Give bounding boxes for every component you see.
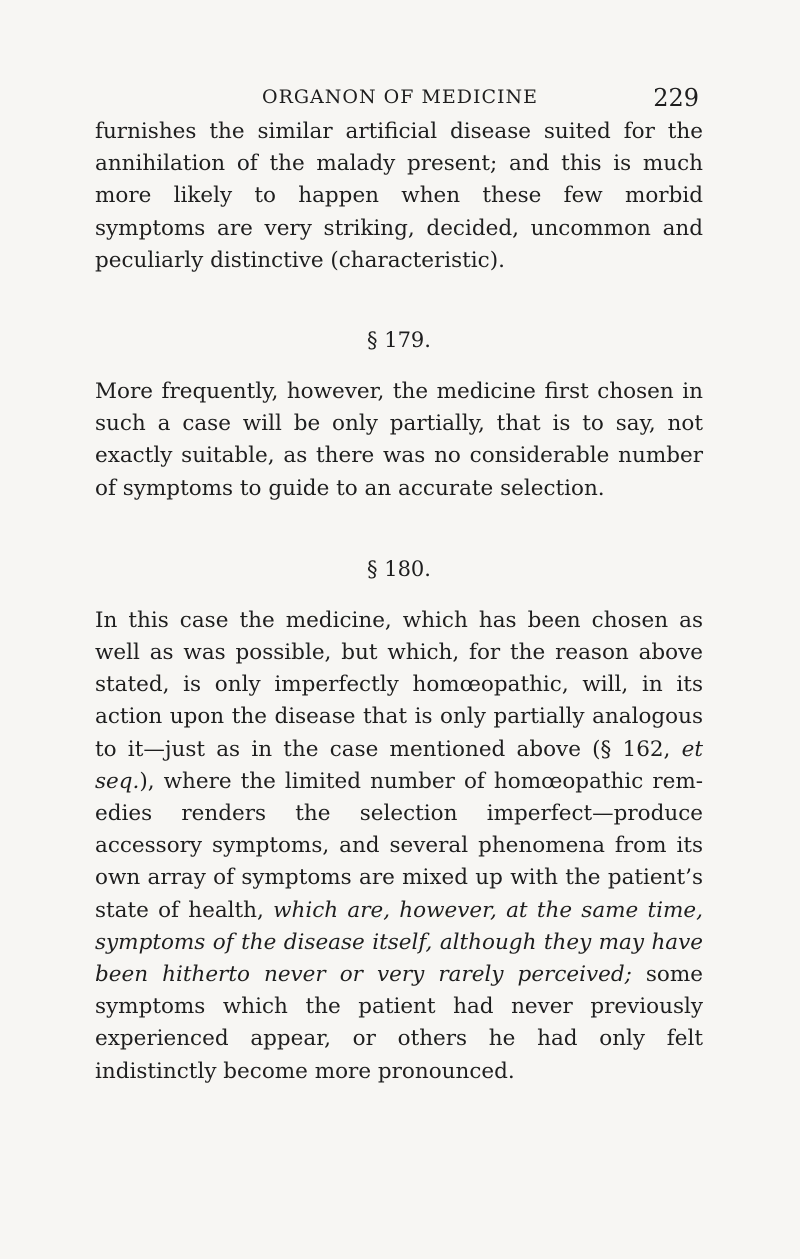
- book-page: [95, 80, 703, 1088]
- page-number: 229: [653, 84, 699, 112]
- section-180-italic-passage: which are, however, at the same time, symptoms of the disease itself, although they may have been hitherto never or very rarely perceived;: [95, 897, 703, 988]
- section-179-text: More frequently, however, the medicine first chosen in such a case will be only partially, that is to say, not exactly suitable, as there was no considerable number of symptoms to guide to an accurate selection.: [95, 379, 703, 501]
- section-180-text: [95, 605, 703, 1088]
- section-heading-179: § 179.: [367, 328, 431, 353]
- running-head: [95, 80, 703, 116]
- section-180-text-c: some symptoms which the patient had never previously experienced appear, or others he had only felt indistinctly become more pronounced.: [95, 962, 703, 1084]
- section-180-text-b: ), where the limited number of homœopathic remedies renders the selection imperfect—produce accessory symptoms, and several phenomena from its own array of symptoms are mixed up with the patient’s state of health,: [95, 768, 703, 923]
- section-heading-180: § 180.: [367, 556, 431, 581]
- running-head-title: ORGANON OF MEDICINE: [262, 86, 539, 108]
- section-180-text-a: In this case the medicine, which has been chosen as well as was possible, but which, for the reason above stated, is only imperfectly homœopathic, will, in its action upon the disease that is only partially analogous to it—just as in the case mentioned above (§ 162,: [95, 607, 703, 762]
- paragraph-continuation: furnishes the similar artificial disease suited for the annihilation of the malady present; and this is much more likely to happen when these few morbid symptoms are very striking, decided, uncommon and peculiarly distinctive (characteristic).: [95, 119, 703, 273]
- section-180-italic-et-seq: et seq.: [95, 736, 703, 794]
